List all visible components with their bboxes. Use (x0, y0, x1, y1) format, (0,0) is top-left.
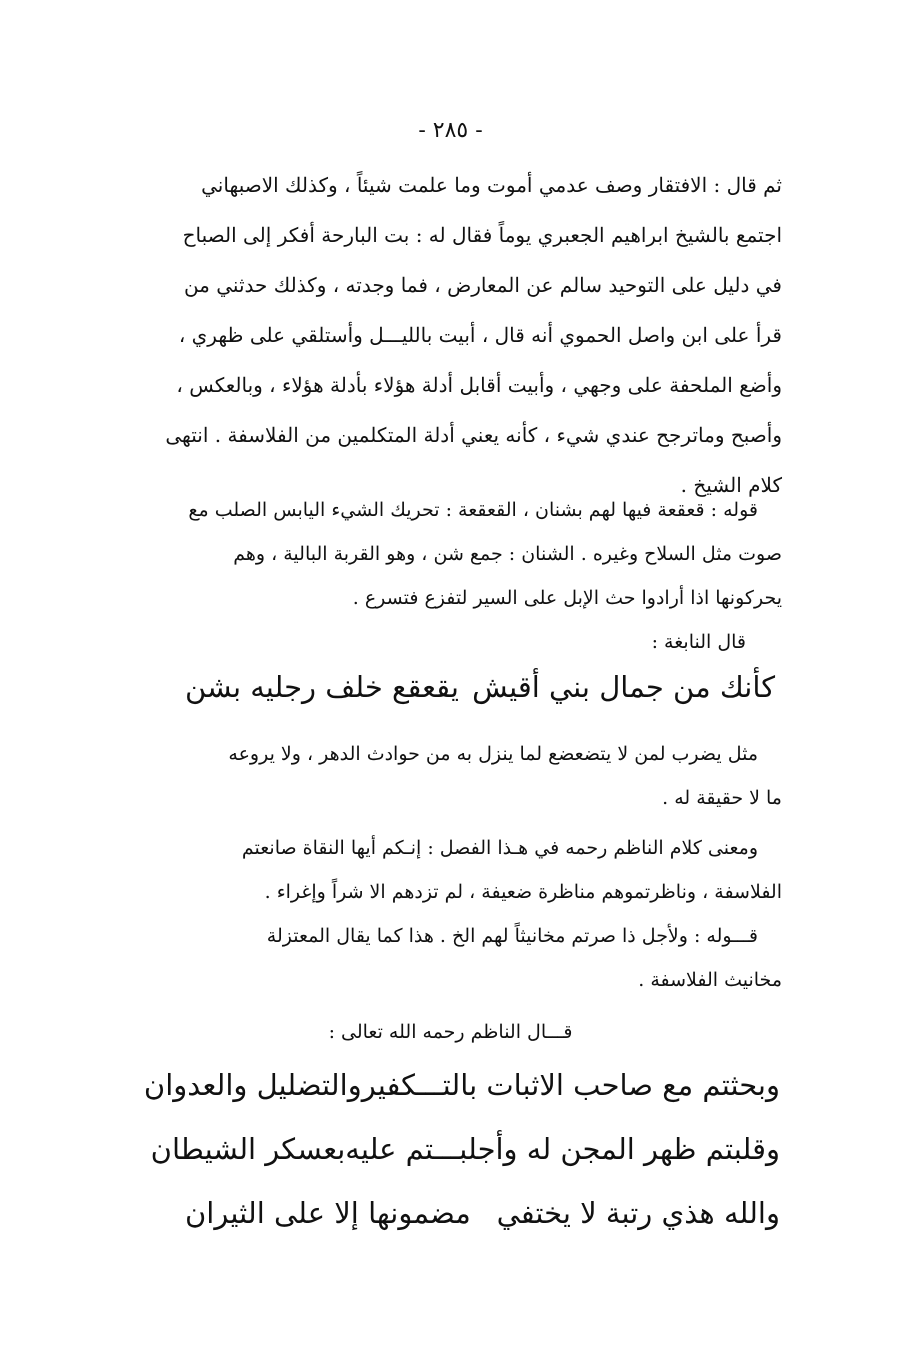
paragraph-1 (165, 160, 782, 510)
verse-line (150, 1132, 780, 1196)
paragraph-3 (172, 732, 782, 820)
verse-line (185, 1196, 780, 1260)
text-line: مخانيث الفلاسفة . (638, 969, 782, 991)
paragraph-4 (172, 826, 782, 1002)
text-line: في دليل على التوحيد سالم عن المعارض ، فما وجدته ، وكذلك حدثني من (183, 273, 782, 297)
nabigha-label: قال النابغة : (651, 631, 746, 653)
page-number: - ٢٨٥ - (418, 118, 483, 143)
verse-first-hemistich: وقلبتم ظهر المجن له وأجلبـــتم عليه (345, 1132, 780, 1166)
poet-label: قـــال الناظم رحمه الله تعالى : (328, 1021, 573, 1043)
text-line: يحركونها اذا أرادوا حث الإبل على السير لتفزع فتسرع . (352, 587, 782, 609)
text-line: قرأ على ابن واصل الحموي أنه قال ، أبيت بالليـــل وأستلقي على ظهري ، (178, 323, 782, 347)
text-line: قـــوله : ولأجل ذا صرتم مخانيثاً لهم الخ . هذا كما يقال المعتزلة (266, 925, 758, 947)
verse-first-hemistich: والله هذي رتبة لا يختفي (496, 1196, 780, 1230)
paragraph-2 (172, 488, 782, 620)
text-line: مثل يضرب لمن لا يتضعضع لما ينزل به من حوادث الدهر ، ولا يروعه (228, 743, 758, 765)
verse-line (143, 1068, 780, 1132)
verse-first-hemistich: وبحثتم مع صاحب الاثبات بالتـــكفير (361, 1068, 780, 1102)
text-line: ومعنى كلام الناظم رحمه في هـذا الفصل : إنـكم أيها النقاة صانعتم (241, 837, 758, 859)
text-line: صوت مثل السلاح وغيره . الشنان : جمع شن ، وهو القربة البالية ، وهم (233, 543, 782, 565)
verse-2 (143, 1068, 780, 1260)
text-line: قوله : قعقعة فيها لهم بشنان ، القعقعة : تحريك الشيء اليابس الصلب مع (188, 499, 758, 521)
text-line: وأصبح وماترجح عندي شيء ، كأنه يعني أدلة المتكلمين من الفلاسفة . انتهى (165, 423, 782, 447)
text-line: ما لا حقيقة له . (662, 787, 782, 809)
verse-second-hemistich: يقعقع خلف رجليه بشن (185, 670, 459, 704)
text-line: كلام الشيخ . (680, 473, 782, 497)
text-line: الفلاسفة ، وناظرتموهم مناظرة ضعيفة ، لم تزدهم الا شراً وإغراء . (264, 881, 782, 903)
verse-line (185, 670, 775, 704)
verse-second-hemistich: مضمونها إلا على الثيران (185, 1196, 471, 1230)
text-line: اجتمع بالشيخ ابراهيم الجعبري يوماً فقال له : بت البارحة أفكر إلى الصباح (182, 223, 782, 247)
verse-1 (185, 670, 775, 704)
text-line: وأضع الملحفة على وجهي ، وأبيت أقابل أدلة هؤلاء بأدلة هؤلاء ، وبالعكس ، (176, 373, 782, 397)
verse-first-hemistich: كأنك من جمال بني أقيش (472, 670, 775, 704)
verse-second-hemistich: والتضليل والعدوان (143, 1068, 362, 1102)
text-line: ثم قال : الافتقار وصف عدمي أموت وما علمت شيئاً ، وكذلك الاصبهاني (201, 173, 782, 197)
verse-second-hemistich: بعسكر الشيطان (150, 1132, 346, 1166)
